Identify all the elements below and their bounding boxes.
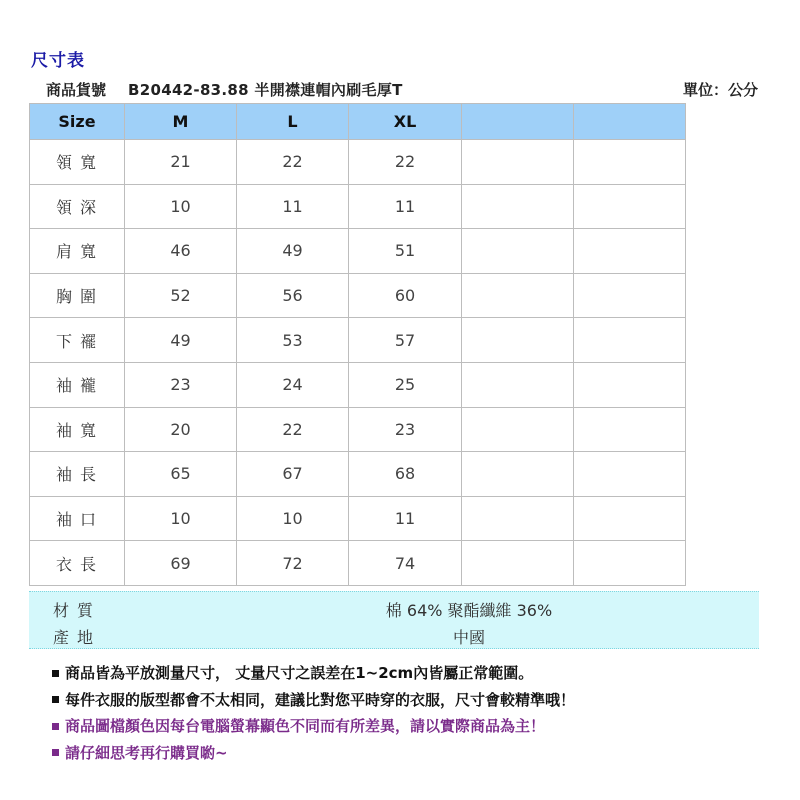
measurement-value: 22 <box>237 407 349 452</box>
measurement-value: 10 <box>125 496 237 541</box>
measurement-value <box>462 496 574 541</box>
table-row <box>30 541 686 586</box>
page-title: 尺寸表 <box>31 51 85 71</box>
measurement-value: 72 <box>237 541 349 586</box>
measurement-label: 袖襱 <box>30 362 125 407</box>
table-row <box>30 362 686 407</box>
material-box <box>29 591 759 649</box>
origin-value: 中國 <box>452 628 485 647</box>
measurement-value <box>462 140 574 185</box>
measurement-value: 23 <box>125 362 237 407</box>
size-table-body <box>30 140 686 586</box>
size-header-row <box>30 104 686 140</box>
measurement-label: 袖寬 <box>30 407 125 452</box>
size-header-cell <box>574 104 686 140</box>
size-table <box>29 103 686 586</box>
measurement-value <box>462 184 574 229</box>
measurement-value: 56 <box>237 273 349 318</box>
measurement-value: 11 <box>349 184 462 229</box>
measurement-label: 領寬 <box>30 140 125 185</box>
measurement-label: 下襬 <box>30 318 125 363</box>
material-value: 棉 64% 聚酯纖維 36% <box>385 601 553 620</box>
measurement-label: 領深 <box>30 184 125 229</box>
product-code: B20442-83.88 半開襟連帽內刷毛厚T <box>128 81 403 99</box>
measurement-value <box>462 541 574 586</box>
table-row <box>30 184 686 229</box>
note-item <box>52 740 575 767</box>
measurement-value: 10 <box>237 496 349 541</box>
table-row <box>30 140 686 185</box>
measurement-value <box>462 229 574 274</box>
measurement-value: 22 <box>349 140 462 185</box>
measurement-value: 67 <box>237 452 349 497</box>
measurement-value: 68 <box>349 452 462 497</box>
measurement-value <box>574 140 686 185</box>
measurement-value: 60 <box>349 273 462 318</box>
product-info-row <box>46 79 758 99</box>
measurement-value <box>574 407 686 452</box>
measurement-value <box>574 229 686 274</box>
measurement-value <box>462 452 574 497</box>
measurement-value: 25 <box>349 362 462 407</box>
table-row <box>30 452 686 497</box>
measurement-value <box>574 184 686 229</box>
measurement-value: 22 <box>237 140 349 185</box>
unit-label: 單位：公分 <box>682 81 758 99</box>
measurement-value: 69 <box>125 541 237 586</box>
table-row <box>30 407 686 452</box>
size-header-label: Size <box>30 104 125 140</box>
measurement-value: 53 <box>237 318 349 363</box>
table-row <box>30 318 686 363</box>
note-item <box>52 713 575 740</box>
note-text: 商品皆為平放測量尺寸， 丈量尺寸之誤差在1~2cm內皆屬正常範圍。 <box>65 664 534 683</box>
measurement-value <box>574 496 686 541</box>
origin-label: 產地 <box>53 628 102 647</box>
notes-list <box>52 660 575 766</box>
product-code-label: 商品貨號 <box>46 81 107 99</box>
measurement-label: 肩寬 <box>30 229 125 274</box>
square-bullet-icon <box>52 670 59 677</box>
note-text: 每件衣服的版型都會不太相同，建議比對您平時穿的衣服，尺寸會較精準哦！ <box>65 690 576 709</box>
measurement-value <box>574 318 686 363</box>
measurement-label: 衣長 <box>30 541 125 586</box>
measurement-value: 20 <box>125 407 237 452</box>
size-header-cell: M <box>125 104 237 140</box>
measurement-value: 65 <box>125 452 237 497</box>
measurement-value <box>574 362 686 407</box>
square-bullet-icon <box>52 749 59 756</box>
size-header-cell: L <box>237 104 349 140</box>
measurement-value <box>462 407 574 452</box>
measurement-value: 49 <box>125 318 237 363</box>
material-row <box>29 594 759 620</box>
measurement-label: 袖長 <box>30 452 125 497</box>
size-header-cell <box>462 104 574 140</box>
table-row <box>30 273 686 318</box>
note-item <box>52 687 575 714</box>
square-bullet-icon <box>52 723 59 730</box>
note-item <box>52 660 575 687</box>
measurement-value: 23 <box>349 407 462 452</box>
note-text: 請仔細思考再行購買喲~ <box>65 743 228 762</box>
measurement-value: 24 <box>237 362 349 407</box>
measurement-value: 49 <box>237 229 349 274</box>
measurement-value <box>574 273 686 318</box>
note-text: 商品圖檔顏色因每台電腦螢幕顯色不同而有所差異，請以實際商品為主！ <box>65 717 546 736</box>
measurement-value: 74 <box>349 541 462 586</box>
material-label: 材質 <box>53 601 102 620</box>
measurement-value: 46 <box>125 229 237 274</box>
measurement-label: 袖口 <box>30 496 125 541</box>
measurement-value: 21 <box>125 140 237 185</box>
measurement-value: 10 <box>125 184 237 229</box>
measurement-value: 52 <box>125 273 237 318</box>
table-row <box>30 229 686 274</box>
measurement-value: 57 <box>349 318 462 363</box>
measurement-value: 11 <box>237 184 349 229</box>
measurement-value <box>574 541 686 586</box>
measurement-value: 11 <box>349 496 462 541</box>
origin-row <box>29 621 759 647</box>
measurement-value <box>574 452 686 497</box>
size-header-cell: XL <box>349 104 462 140</box>
table-row <box>30 496 686 541</box>
measurement-label: 胸圍 <box>30 273 125 318</box>
square-bullet-icon <box>52 696 59 703</box>
measurement-value <box>462 318 574 363</box>
measurement-value <box>462 273 574 318</box>
measurement-value: 51 <box>349 229 462 274</box>
measurement-value <box>462 362 574 407</box>
